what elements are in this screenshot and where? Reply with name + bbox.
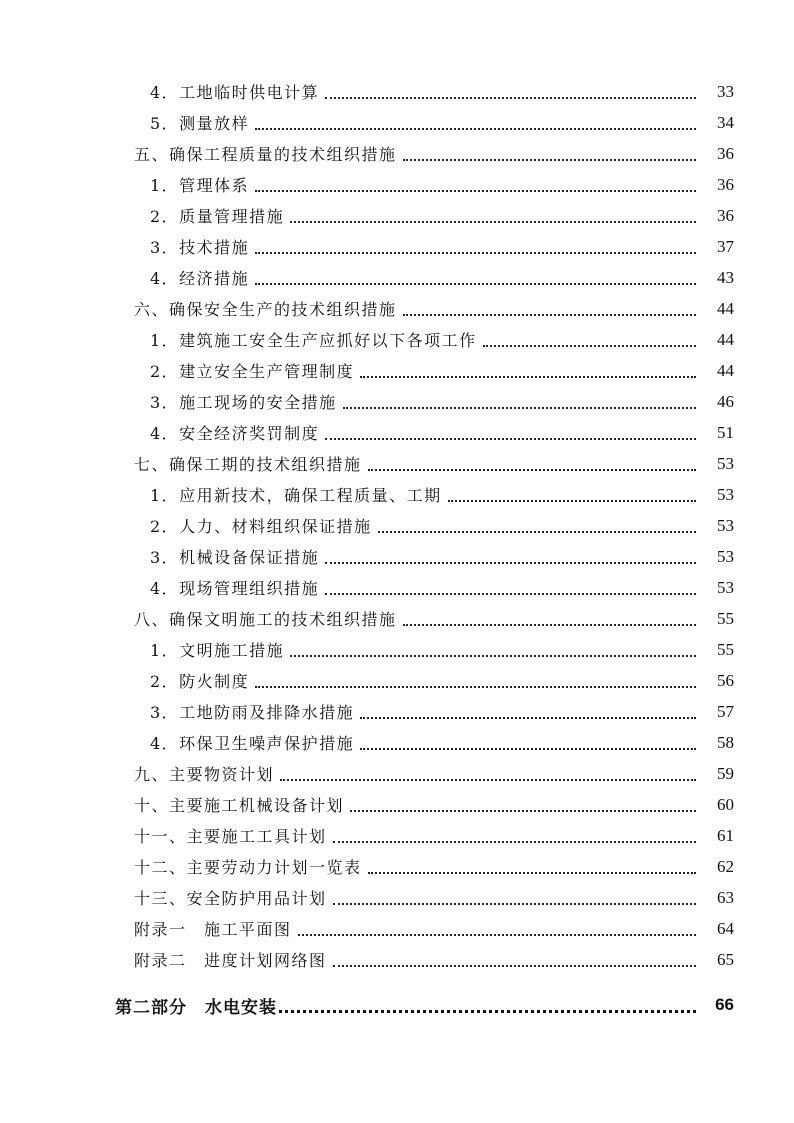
dot-leader xyxy=(255,252,696,254)
toc-entry[interactable] xyxy=(0,417,794,448)
toc-entry[interactable] xyxy=(0,448,794,479)
toc-entry[interactable] xyxy=(0,262,794,293)
dot-leader xyxy=(255,686,696,688)
toc-page-number: 43 xyxy=(717,267,734,287)
toc-entry-label: 附录二 进度计划网络图 xyxy=(134,951,327,970)
toc-entry[interactable] xyxy=(0,138,794,169)
toc-page-number: 55 xyxy=(717,608,734,628)
toc-page-number: 34 xyxy=(717,112,734,132)
toc-entry-label: 3．机械设备保证措施 xyxy=(150,548,320,567)
toc-part-heading[interactable] xyxy=(0,987,794,1023)
toc-entry-label: 2．人力、材料组织保证措施 xyxy=(150,517,372,536)
dot-leader xyxy=(255,190,696,192)
toc-entry-label: 七、确保工期的技术组织措施 xyxy=(134,455,362,474)
toc-page-number: 62 xyxy=(717,856,734,876)
toc-entry[interactable] xyxy=(0,882,794,913)
dot-leader xyxy=(298,934,696,936)
toc-page-number: 44 xyxy=(717,298,734,318)
toc-entry[interactable] xyxy=(0,386,794,417)
toc-page-number: 66 xyxy=(715,995,734,1014)
toc-entry[interactable] xyxy=(0,634,794,665)
dot-leader xyxy=(255,128,696,130)
dot-leader xyxy=(290,221,696,223)
dot-leader xyxy=(360,376,696,378)
toc-entry-label: 附录一 施工平面图 xyxy=(134,920,292,939)
dot-leader xyxy=(360,717,696,719)
toc-page-number: 53 xyxy=(717,484,734,504)
toc-entry-label: 4．现场管理组织措施 xyxy=(150,579,320,598)
toc-entry[interactable] xyxy=(0,169,794,200)
toc-entry[interactable] xyxy=(0,200,794,231)
toc-entry-label: 九、主要物资计划 xyxy=(134,765,275,784)
dot-leader xyxy=(448,500,696,502)
dot-leader xyxy=(403,624,696,626)
toc-entry-label: 十二、主要劳动力计划一览表 xyxy=(134,858,362,877)
toc-page-number: 36 xyxy=(717,143,734,163)
dot-leader xyxy=(325,438,696,440)
toc-page-number: 55 xyxy=(717,639,734,659)
toc-entry-label: 1．建筑施工安全生产应抓好以下各项工作 xyxy=(150,331,477,350)
toc-page-number: 64 xyxy=(717,918,734,938)
dot-leader xyxy=(333,841,696,843)
dot-leader xyxy=(350,810,696,812)
toc-entry-label: 3．技术措施 xyxy=(150,238,250,257)
toc-entry[interactable] xyxy=(0,603,794,634)
toc-page-number: 53 xyxy=(717,546,734,566)
toc-entry[interactable] xyxy=(0,572,794,603)
toc-entry-label: 2．防火制度 xyxy=(150,672,250,691)
toc-entry[interactable] xyxy=(0,293,794,324)
dot-leader xyxy=(378,531,696,533)
dot-leader xyxy=(280,779,696,781)
toc-entry-label: 第二部分 水电安装 xyxy=(115,997,277,1018)
toc-page-number: 57 xyxy=(717,701,734,721)
dot-leader xyxy=(360,748,696,750)
toc-entry-label: 1．管理体系 xyxy=(150,176,250,195)
toc-entry[interactable] xyxy=(0,727,794,758)
dot-leader xyxy=(403,159,696,161)
toc-page-number: 46 xyxy=(717,391,734,411)
toc-entry-label: 5．测量放样 xyxy=(150,114,250,133)
dot-leader xyxy=(343,407,696,409)
toc-entry-label: 1．文明施工措施 xyxy=(150,641,285,660)
toc-page-number: 44 xyxy=(717,360,734,380)
toc-entry-label: 3．施工现场的安全措施 xyxy=(150,393,337,412)
toc-entry-label: 五、确保工程质量的技术组织措施 xyxy=(134,145,397,164)
toc-page-number: 53 xyxy=(717,577,734,597)
toc-page-number: 51 xyxy=(717,422,734,442)
toc-entry[interactable] xyxy=(0,789,794,820)
dot-leader xyxy=(333,903,696,905)
toc-entry[interactable] xyxy=(0,665,794,696)
toc-page-number: 44 xyxy=(717,329,734,349)
toc-page-number: 53 xyxy=(717,453,734,473)
toc-entry[interactable] xyxy=(0,913,794,944)
toc-page-number: 61 xyxy=(717,825,734,845)
toc-entry[interactable] xyxy=(0,696,794,727)
toc-entry-label: 2．质量管理措施 xyxy=(150,207,285,226)
toc-page-number: 36 xyxy=(717,205,734,225)
toc-page-number: 33 xyxy=(717,81,734,101)
toc-entry-label: 4．环保卫生噪声保护措施 xyxy=(150,734,355,753)
toc-page-number: 60 xyxy=(717,794,734,814)
toc-entry[interactable] xyxy=(0,324,794,355)
toc-entry-label: 1．应用新技术，确保工程质量、工期 xyxy=(150,486,442,505)
toc-entry[interactable] xyxy=(0,479,794,510)
dot-leader xyxy=(483,345,696,347)
dot-leader xyxy=(255,283,696,285)
toc-entry[interactable] xyxy=(0,355,794,386)
toc-entry[interactable] xyxy=(0,76,794,107)
toc-entry[interactable] xyxy=(0,944,794,975)
toc-entry[interactable] xyxy=(0,107,794,138)
dot-leader xyxy=(325,97,696,99)
table-of-contents xyxy=(0,76,794,1023)
toc-page-number: 56 xyxy=(717,670,734,690)
dot-leader xyxy=(403,314,696,316)
toc-page-number: 65 xyxy=(717,949,734,969)
toc-entry-label: 4．经济措施 xyxy=(150,269,250,288)
toc-entry-label: 十一、主要施工工具计划 xyxy=(134,827,327,846)
toc-entry-label: 2．建立安全生产管理制度 xyxy=(150,362,355,381)
toc-entry[interactable] xyxy=(0,758,794,789)
toc-entry-label: 六、确保安全生产的技术组织措施 xyxy=(134,300,397,319)
toc-entry-label: 4．工地临时供电计算 xyxy=(150,83,320,102)
toc-page-number: 36 xyxy=(717,174,734,194)
dot-leader xyxy=(325,593,696,595)
dot-leader xyxy=(279,1010,696,1013)
toc-entry-label: 4．安全经济奖罚制度 xyxy=(150,424,320,443)
toc-entry[interactable] xyxy=(0,510,794,541)
toc-entry[interactable] xyxy=(0,231,794,262)
toc-page-number: 37 xyxy=(717,236,734,256)
dot-leader xyxy=(333,965,696,967)
toc-entry-label: 八、确保文明施工的技术组织措施 xyxy=(134,610,397,629)
toc-entry-label: 3．工地防雨及排降水措施 xyxy=(150,703,355,722)
dot-leader xyxy=(325,562,696,564)
toc-page-number: 59 xyxy=(717,763,734,783)
toc-page-number: 58 xyxy=(717,732,734,752)
toc-page-number: 63 xyxy=(717,887,734,907)
toc-entry[interactable] xyxy=(0,820,794,851)
dot-leader xyxy=(368,872,696,874)
dot-leader xyxy=(290,655,696,657)
toc-entry-label: 十、主要施工机械设备计划 xyxy=(134,796,345,815)
toc-entry-label: 十三、安全防护用品计划 xyxy=(134,889,327,908)
toc-entry[interactable] xyxy=(0,541,794,572)
dot-leader xyxy=(368,469,696,471)
toc-page-number: 53 xyxy=(717,515,734,535)
toc-entry[interactable] xyxy=(0,851,794,882)
